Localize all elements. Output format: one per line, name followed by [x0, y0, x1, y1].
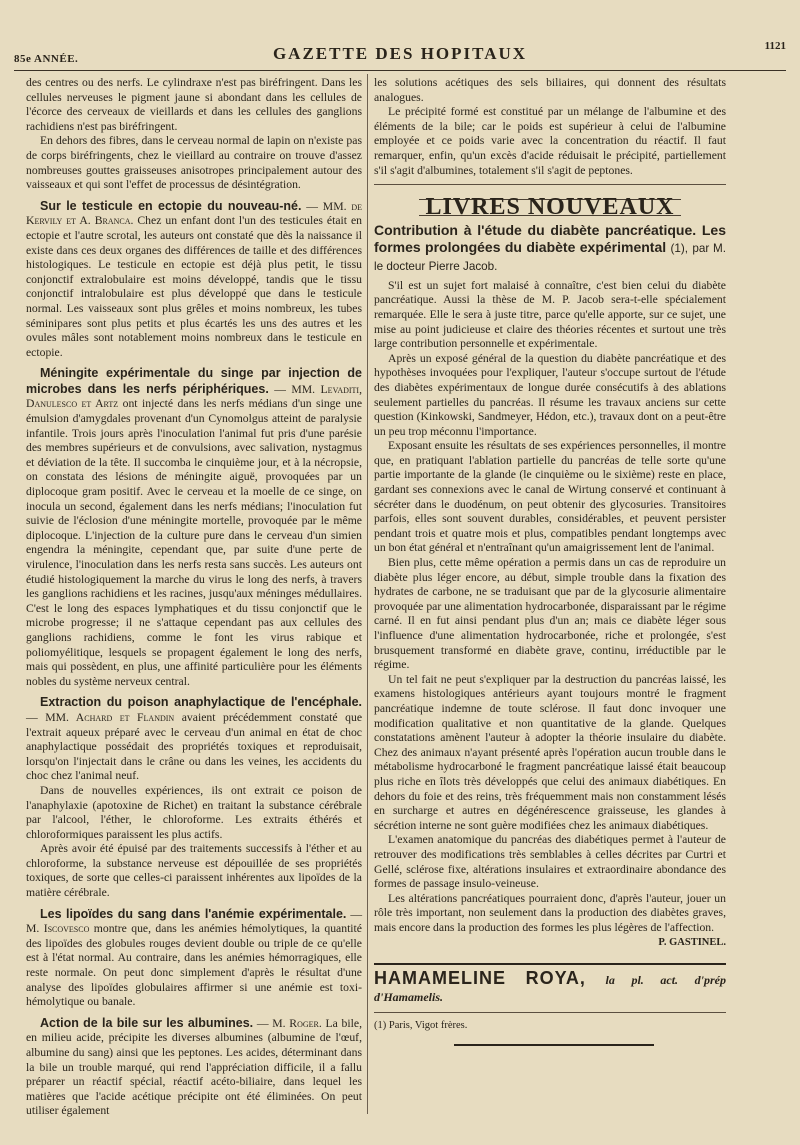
book-title: Contribution à l'étude du diabète pancréatique. Les formes prolongées du diabète expérimental — [374, 221, 726, 255]
ad-brand: HAMAMELINE ROYA, — [374, 968, 586, 989]
footnote: (1) Paris, Vigot frères. — [374, 1012, 726, 1034]
article-authors: — M. Iscovesco — [26, 907, 362, 936]
article-title: Méningite expérimentale du singe par injection de microbes dans les nerfs périphériques. — [26, 366, 362, 396]
paragraph: L'examen anatomique du pancréas des diabétiques permet à l'auteur de retrouver des modifications très semblables à celles décrites par Curtri et Gellé, sclérose fixe, altérations insulaires et extraordinaire abondance des formes de passage insulo-veineuse. — [374, 833, 726, 891]
journal-title: GAZETTE DES HOPITAUX — [272, 44, 528, 63]
book-title-block — [374, 222, 726, 275]
article-authors: — MM. Levaditi, Danulesco et Artz — [26, 382, 363, 411]
article-authors: — MM. Achard et Flandin — [26, 710, 175, 724]
signature: P. GASTINEL. — [658, 937, 726, 949]
footnote-rule — [454, 1044, 654, 1046]
article-bile — [26, 1016, 362, 1119]
article-title: Les lipoïdes du sang dans l'anémie expérimentale. — [40, 906, 347, 921]
right-column — [374, 76, 726, 1046]
page-number: 1121 — [764, 40, 786, 52]
article-text: ont injecté dans les nerfs médians d'un singe une émulsion d'amygdales provenant d'un Cynomolgus atteint de paralysie infantile. Trois jours après l'inoculation l'animal fut pris d'une parésie des membres supérieurs et de convulsions, avec salivation, nystagmus et déviation de la tête. Il succomba le cinquième jour, et à la nécropsie, on constata des lésions de méningite aiguë, provoquées par un diplocoque gram positif. Avec le cerveau et la moelle de ce singe, on inocula un second, également dans les nerfs médians; l'inoculation fut suivie de l'éclosion d'une méningite mortelle, provoquée par le même diplocoque. L'injection de la culture pure dans le cerveau d'un simien engendra la méningite, cependant que, par suite d'une perte de virulence, l'inoculation dans les nerfs resta sans succès. Les auteurs ont étudié histologiquement la marche du virus le long des nerfs, à travers les ganglions rachidiens et les racines, jusqu'aux méninges médullaires. C'est le long des espaces lymphatiques et du tissu conjonctif que le microbe progresse; il ne s'attaque cependant pas aux cellules des ganglions rachidiens, comme le font les virus rabique et poliomyélitique, lesquels se propagent également le long des nerfs, mais qui possèdent, en plus, une affinité particulière pour les éléments nobles du système nerveux central. — [26, 397, 363, 688]
paragraph: Les altérations pancréatiques pourraient donc, d'après l'auteur, jouer un rôle très important, non seulement dans la production des diabètes graves, mais encore dans la production des formes les plus légères de l'affection. — [374, 891, 726, 934]
paragraph: des centres ou des nerfs. Le cylindraxe n'est pas biréfringent. Dans les cellules nerveuses le pigment jaune si abondant dans les cellules de l'écorce des cerveaux de vieillards et dans les cellules des ganglions rachidiens n'est pas biréfringent. — [26, 76, 362, 133]
article-title: Sur le testicule en ectopie du nouveau-né. — [40, 198, 302, 213]
page-header — [14, 40, 786, 70]
article-text: avaient précédemment constaté que l'extrait aqueux préparé avec le cerveau d'un animal en état de choc anaphylactique possédait des propriétés toxiques et reproduisait, lorsqu'on l'injectait dans le crâne ou dans les veines, les accidents du choc chez l'animal neuf. — [26, 710, 363, 783]
left-column — [26, 76, 362, 1119]
paragraph: Après un exposé général de la question du diabète pancréatique et des hypothèses invoquées pour l'expliquer, l'auteur s'occupe surtout de l'étude des diabètes expérimentaux de longue durée consécutifs à des ablations seulement partielles du pancréas. Il résume les travaux anciens sur cette question (Kinkowski, Sandmeyer, Hédon, etc.), travaux dont on a peut-être un peu trop méconnu l'importance. — [374, 351, 726, 438]
advertisement — [374, 963, 726, 1004]
paragraph: En dehors des fibres, dans le cerveau normal de lapin on n'existe pas de corps biréfringents, chez le vieillard au contraire on trouve d'assez nombreuses gouttes graisseuses anisotropes principalement autour des vaisseaux et qui sont l'effet de processus de désintégration. — [26, 134, 362, 192]
article-authors: — M. Roger. — [256, 1016, 322, 1030]
article-authors: — MM. de Kervily et A. Branca. — [26, 199, 363, 228]
article-text: La bile, en milieu acide, précipite les diverses albumines (albumine de l'œuf, albumine du sang) ainsi que les peptones. Les acides, déterminant dans la bile un trouble marqué, qui rend l'appréciation difficile, il a fallu préparer un réactif spécial, réactif acéto-biliaire, dans lequel les matières que l'acide acétique précipite ont été éliminées. On peut utiliser également — [26, 1016, 363, 1118]
year-label: 85e ANNÉE. — [14, 53, 79, 65]
book-author: par M. le docteur Pierre Jacob. — [374, 241, 727, 273]
article-title: Extraction du poison anaphylactique de l'encéphale. — [40, 695, 362, 710]
paragraph: Après avoir été épuisé par des traitements successifs à l'éther et au chloroforme, la substance nerveuse est dépouillée de ses propriétés toxiques, de sorte que celles-ci paraissent inhérentes aux lipoïdes de la matière cérébrale. — [26, 842, 362, 900]
article-text: montre que, dans les anémies hémolytiques, la quantité des lipoïdes des globules rouges devient double ou triple de ce qu'elle est à l'état normal. Au contraire, dans les anémies hémorragiques, elle reste normale. On peut donc simplement d'après le résultat d'une analyse des lipoïdes globulaires affirmer si une anémie est toxi-hémolytique ou banale. — [26, 922, 362, 1009]
article-text: Chez un enfant dont l'un des testicules était en ectopie et l'autre scrotal, les auteurs ont constaté que dès la naissance il existe dans ces deux organes des différences de taille et des différences histologiques. Le testicule en ectopie est déjà plus petit, le tissu conjonctif extralobulaire est moins développé, tandis que le tissu conjonctif intralobulaire est plus développé que dans le testicule normal. Les vaisseaux sont plus grêles et moins nombreux, les tubes séminipares sont plus petits et plus écartés les uns des autres et les ovules mâles sont notablement moins nombreux dans le testicule en ectopie. — [26, 214, 362, 359]
paragraph: S'il est un sujet fort malaisé à connaître, c'est bien celui du diabète pancréatique. Aussi la thèse de M. P. Jacob sera-t-elle spécialement remarquée. Elle le sera à juste titre, parce qu'elle apporte, sur ce sujet, une mise au point judicieuse et claire des théories récentes et surtout une très large contribution personnelle et expérimentale. — [374, 278, 726, 351]
paragraph: Un tel fait ne peut s'expliquer par la destruction du pancréas laissé, les examens histologiques antérieurs ayant toujours montré le fragment pancréatique indemne de toute sclérose. Il faut donc invoquer une modification qualitative et non quantitative de la glande. Quelques constatations amènent l'auteur à adopter la théorie insulaire du diabète. Chez des animaux n'ayant présenté après l'opération aucun trouble dans le métabolisme hydrocarboné le fragment pancréatique laissé était beaucoup plus riche en îlots très développés que celui des animaux diabétiques. En dehors du foie et des reins, très fréquemment mais non constamment lésés en surcharge et autres en dégénérescence graisseuse, les glandes à sécrétion interne ne sont guère modifiées chez les animaux diabétiques. — [374, 672, 726, 832]
column-divider — [367, 74, 368, 1114]
article-meningite — [26, 366, 362, 689]
paragraph: Exposant ensuite les résultats de ses expériences personnelles, il montre que, en pratiquant l'ablation partielle du pancréas de telle sorte qu'une partie importante de la glande (le cinquième ou le sixième) reste en place, gardant ses connexions avec le canal de Wirtung conservé et continuant à sécréter dans le duodénum, on peut obtenir des glycosuries. Transitoires parfois, elles sont souvent durables, considérables, et peuvent persister pendant trois et quatre mois et plus, compatibles pendant longtemps avec un bon état général et n'entraînant qu'un amaigrissement lent de l'animal. — [374, 439, 726, 555]
article-anaphylactique — [26, 695, 362, 784]
section-rule — [374, 184, 726, 185]
ad-tagline: la pl. act. d'prép d'Hamamelis. — [374, 973, 726, 1004]
article-testicule — [26, 199, 362, 361]
article-title: Action de la bile sur les albumines. — [40, 1015, 254, 1030]
header-rule — [14, 70, 786, 71]
article-lipoides — [26, 907, 362, 1010]
section-heading: LIVRES NOUVEAUX — [374, 199, 726, 216]
paragraph: Le précipité formé est constitué par un mélange de l'albumine et des éléments de la bile; car le poids est supérieur à celui de l'albumine employée et ce poids varie avec la concentration du réactif. Il faut remarquer, enfin, qu'un excès d'acide réduisait le précipité, partiellement s'il s'agit d'albumines, totalement s'il s'agit de peptones. — [374, 105, 726, 177]
paragraph: Dans de nouvelles expériences, ils ont extrait ce poison de l'anaphylaxie (apotoxine de Richet) en traitant la substance cérébrale par l'alcool, l'éther, le chloroforme. Les extraits éthérés et chloroformiques paraissent les plus actifs. — [26, 783, 362, 841]
footnote-ref: (1), — [670, 241, 689, 255]
paragraph: les solutions acétiques des sels biliaires, qui donnent des résultats analogues. — [374, 76, 726, 104]
paragraph: Bien plus, cette même opération a permis dans un cas de reproduire un diabète plus léger encore, au début, simple trouble dans la fixation des hydrates de carbone, ne se traduisant que par de la glycosurie alimentaire provoquée par une alimentation hydrocarbonée, disparaissant par le régime carné. Il en fut ainsi pendant plus d'un an; mais ce diabète léger sous l'influence d'une alimentation hydrocarbonée, riche et prolongée, s'est brusquement transformé en diabète grave, continu, irréductible par le régime. — [374, 556, 726, 672]
